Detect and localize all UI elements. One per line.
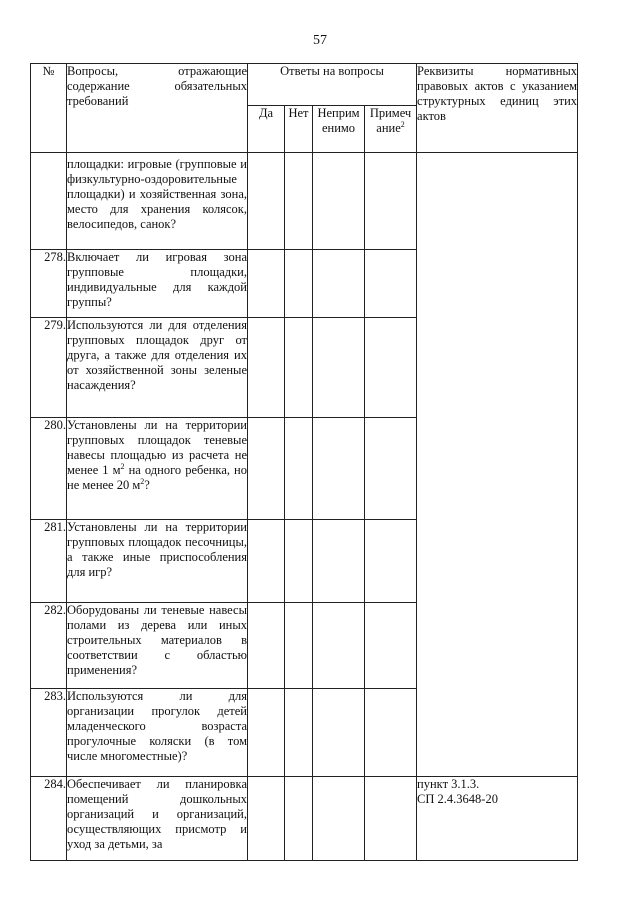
answer-no-cell[interactable] — [285, 603, 313, 689]
question-text: Установлены ли на территории групповых площадок песочницы, а также иные приспособления для игр? — [67, 520, 248, 603]
answer-note-cell[interactable] — [365, 153, 417, 250]
header-row-top — [31, 64, 578, 106]
question-text: Обеспечивает ли планировка помещений дошкольных организаций и организаций, осуществляющих присмотр и уход за детьми, за — [67, 777, 248, 861]
header-yes: Да — [248, 106, 285, 153]
header-note — [365, 106, 417, 153]
answer-na-cell[interactable] — [313, 250, 365, 318]
row-number: 282. — [31, 603, 67, 689]
answer-na-cell[interactable] — [313, 603, 365, 689]
answer-no-cell[interactable] — [285, 418, 313, 520]
header-number: № — [31, 64, 67, 153]
table-row — [31, 153, 578, 250]
header-not-applicable-line2: енимо — [321, 121, 356, 135]
question-text: Используются ли для организации прогулок детей младенческого возраста прогулочные коляски (в том числе многоместные)? — [67, 689, 248, 777]
answer-no-cell[interactable] — [285, 777, 313, 861]
row-number: 284. — [31, 777, 67, 861]
ref-line-2: СП 2.4.3648-20 — [417, 792, 498, 806]
answer-note-cell[interactable] — [365, 520, 417, 603]
header-answers: Ответы на вопросы — [248, 64, 417, 106]
row-number: 280. — [31, 418, 67, 520]
header-not-applicable — [313, 106, 365, 153]
table-row — [31, 777, 578, 861]
answer-no-cell[interactable] — [285, 153, 313, 250]
answer-no-cell[interactable] — [285, 250, 313, 318]
answer-note-cell[interactable] — [365, 418, 417, 520]
answer-note-cell[interactable] — [365, 250, 417, 318]
answer-yes-cell[interactable] — [248, 418, 285, 520]
question-text: Оборудованы ли теневые навесы полами из дерева или иных строительных материалов в соответствии с областью применения? — [67, 603, 248, 689]
question-text: площадки: игровые (групповые и физкультурно-оздоровительные площадки) и хозяйственная зона, место для хранения колясок, велосипедов, санок? — [67, 153, 248, 250]
header-note-line2: ание — [376, 121, 401, 135]
answer-yes-cell[interactable] — [248, 250, 285, 318]
answer-yes-cell[interactable] — [248, 153, 285, 250]
answer-na-cell[interactable] — [313, 318, 365, 418]
answer-na-cell[interactable] — [313, 689, 365, 777]
ref-line-1: пункт 3.1.3. — [417, 777, 480, 791]
answer-note-cell[interactable] — [365, 603, 417, 689]
answer-na-cell[interactable] — [313, 418, 365, 520]
answer-yes-cell[interactable] — [248, 520, 285, 603]
answer-yes-cell[interactable] — [248, 689, 285, 777]
answer-no-cell[interactable] — [285, 689, 313, 777]
header-no: Нет — [285, 106, 313, 153]
header-note-sup: 2 — [400, 119, 405, 129]
row-number: 281. — [31, 520, 67, 603]
refs-cell-284 — [417, 777, 578, 861]
answer-note-cell[interactable] — [365, 777, 417, 861]
header-questions: Вопросы, отражающие содержание обязательных требований — [67, 64, 248, 153]
page-number: 57 — [313, 33, 327, 48]
question-text: Включает ли игровая зона групповые площадки, индивидуальные для каждой группы? — [67, 250, 248, 318]
question-text: Используются ли для отделения групповых площадок друг от друга, а также для отделения их от хозяйственной зоны зеленые насаждения? — [67, 318, 248, 418]
row-number: 279. — [31, 318, 67, 418]
answer-no-cell[interactable] — [285, 520, 313, 603]
row-number: 283. — [31, 689, 67, 777]
answer-yes-cell[interactable] — [248, 603, 285, 689]
row-number — [31, 153, 67, 250]
answer-note-cell[interactable] — [365, 689, 417, 777]
refs-cell — [417, 153, 578, 777]
answer-na-cell[interactable] — [313, 777, 365, 861]
question-text: Установлены ли на территории групповых площадок теневые навесы площадью из расчета не менее 1 $м^2$ на одного ребенка, но не менее 20 $м^2$? — [67, 418, 248, 520]
answer-na-cell[interactable] — [313, 520, 365, 603]
answer-note-cell[interactable] — [365, 318, 417, 418]
row-number: 278. — [31, 250, 67, 318]
answer-no-cell[interactable] — [285, 318, 313, 418]
header-not-applicable-line1: Неприм — [317, 106, 360, 120]
answer-yes-cell[interactable] — [248, 318, 285, 418]
header-note-line1: Примеч — [369, 106, 412, 120]
checklist-table — [30, 63, 578, 861]
answer-na-cell[interactable] — [313, 153, 365, 250]
answer-yes-cell[interactable] — [248, 777, 285, 861]
header-refs: Реквизиты нормативных правовых актов с указанием структурных единиц этих актов — [417, 64, 578, 153]
